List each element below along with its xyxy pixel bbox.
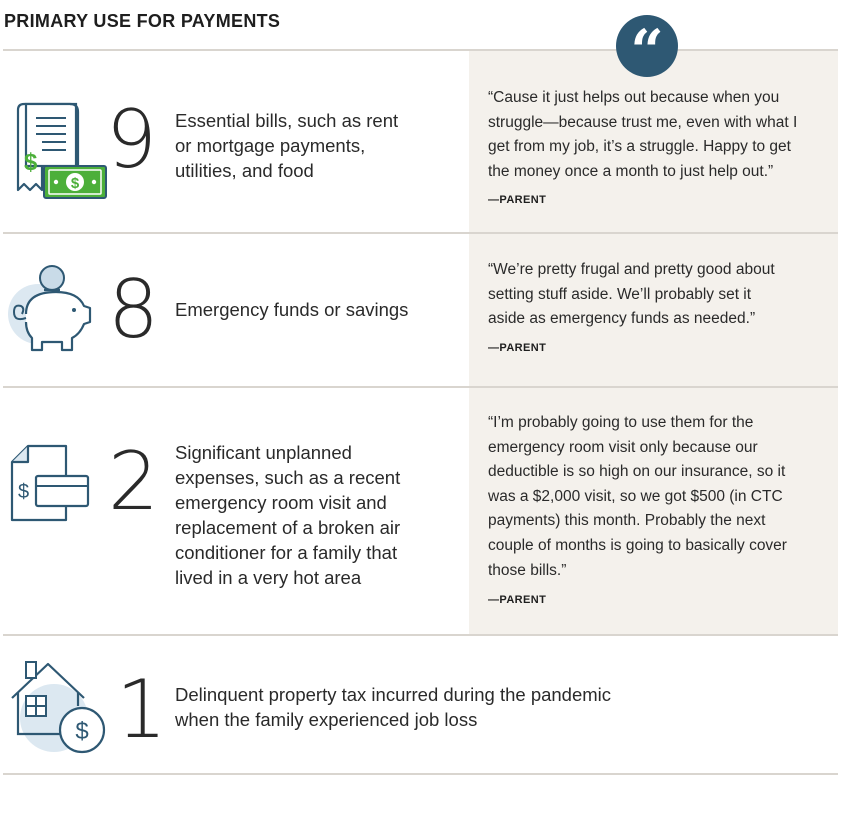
divider-1 — [3, 232, 838, 234]
divider-top — [3, 49, 838, 51]
svg-text:$: $ — [70, 175, 80, 192]
description-emergency-funds: Emergency funds or savings — [175, 299, 409, 320]
quotation-mark-icon — [616, 15, 678, 77]
house-dollar-icon — [8, 656, 108, 756]
count-property-tax: 1 — [116, 663, 167, 756]
quote-unplanned-expenses: “I’m probably going to use them for the emergency room visit only because our deductible is so high on our insurance, so it was a $2,000 visit, so we got $500 (in CTC payments) this month. Probably the next couple of months is going to basically cover those bills.” — [488, 414, 787, 579]
svg-text:$: $ — [18, 481, 30, 503]
count-essential-bills: 9 — [106, 93, 157, 186]
description-essential-bills: Essential bills, such as rent or mortgage payments, utilities, and food — [175, 110, 399, 181]
count-unplanned-expenses: 2 — [108, 435, 159, 528]
svg-text:$: $ — [75, 718, 89, 745]
bills-money-icon — [12, 100, 112, 202]
divider-3 — [3, 634, 838, 636]
quote-emergency-funds: “We’re pretty frugal and pretty good about setting stuff aside. We’ll probably set it aside as emergency funds as needed.” — [488, 261, 775, 328]
divider-2 — [3, 386, 838, 388]
description-unplanned-expenses: Significant unplanned expenses, such as a recent emergency room visit and replacement of a broken air conditioner for a family that lived in a very hot area — [175, 442, 401, 588]
page-title: PRIMARY USE FOR PAYMENTS — [4, 11, 281, 31]
attribution-2: —PARENT — [488, 342, 547, 354]
svg-text:“: “ — [630, 17, 664, 77]
description-property-tax: Delinquent property tax incurred during the pandemic when the family experienced job loss — [175, 684, 612, 730]
quote-essential-bills: “Cause it just helps out because when you struggle—because trust me, even with what I get from my job, it’s a struggle. Happy to get the money once a month to just help out.” — [488, 89, 798, 180]
piggy-bank-icon — [6, 262, 98, 358]
attribution-3: —PARENT — [488, 594, 547, 606]
bill-credit-card-icon — [8, 442, 94, 528]
attribution-1: —PARENT — [488, 194, 547, 206]
svg-text:$: $ — [24, 149, 38, 176]
count-emergency-funds: 8 — [108, 263, 159, 356]
divider-bottom — [3, 773, 838, 775]
